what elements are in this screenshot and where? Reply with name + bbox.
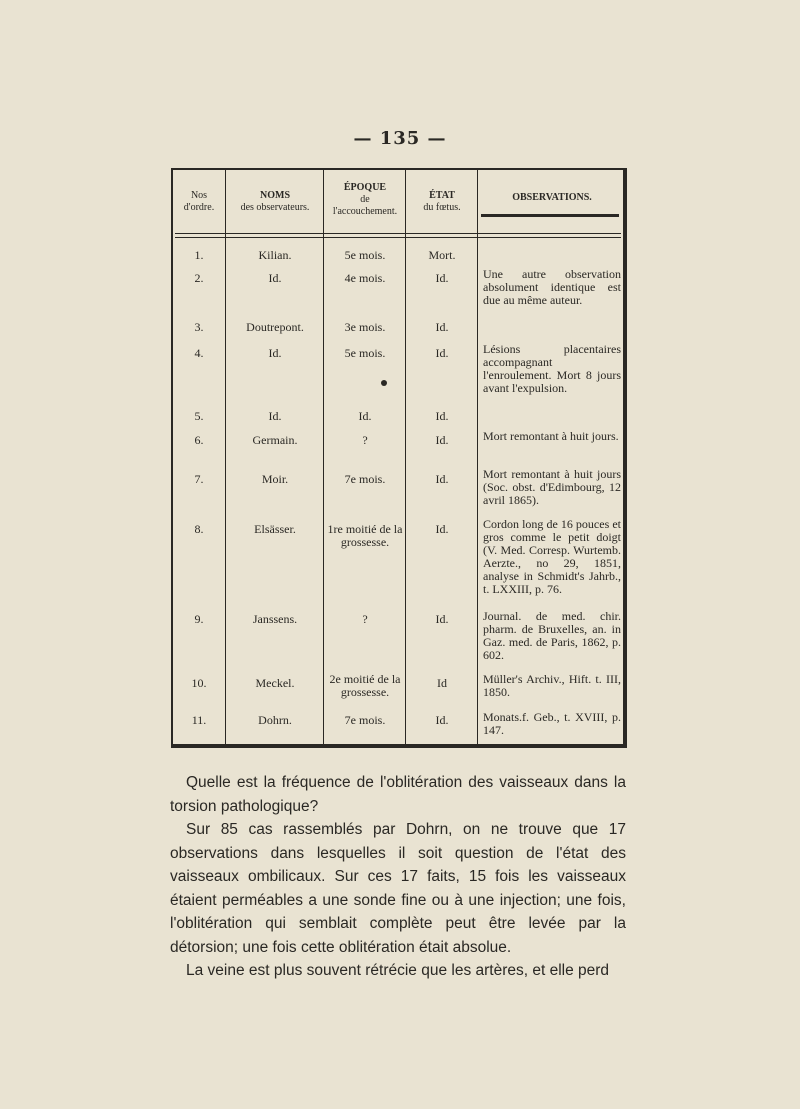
row-state: Id. xyxy=(435,409,449,423)
column-divider xyxy=(225,170,226,744)
row-state: Id. xyxy=(435,346,449,360)
row-state: Id. xyxy=(435,472,449,486)
row-epoch: ? xyxy=(362,433,368,447)
row-observer: Dohrn. xyxy=(258,713,292,727)
row-observer: Kilian. xyxy=(258,248,292,262)
paragraph: Sur 85 cas rassemblés par Dohrn, on ne trouve que 17 observations dans lesquelles il soit question de l'état des vaisseaux ombilicaux. Sur ces 17 faits, 15 fois les vaisseaux étaient perméables a une sonde fine ou à une injection; une fois, l'oblitération qui semblait complète peut être levée par la détorsion; une fois cette oblitération était absolue. xyxy=(170,821,626,956)
row-observation: Müller's Archiv., Hift. t. III, 1850. xyxy=(483,672,621,699)
header-rule xyxy=(175,233,621,234)
row-observation: Monats.f. Geb., t. XVIII, p. 147. xyxy=(483,710,621,737)
row-epoch: 5e mois. xyxy=(344,248,386,262)
body-text xyxy=(170,771,626,983)
row-epoch: 5e mois. xyxy=(344,346,386,360)
row-observer: Janssens. xyxy=(252,612,298,626)
row-observer: Id. xyxy=(268,271,282,285)
row-state: Id. xyxy=(435,271,449,285)
row-state: Id. xyxy=(435,522,449,536)
paragraph: Quelle est la fréquence de l'oblitération des vaisseaux dans la torsion pathologique? xyxy=(170,774,626,815)
row-observer: Germain. xyxy=(252,433,298,447)
row-number: 5. xyxy=(194,409,204,423)
header-observations: OBSERVATIONS. xyxy=(512,192,592,203)
row-epoch: 3e mois. xyxy=(344,320,386,334)
column-divider xyxy=(323,170,324,744)
row-observer: Elsässer. xyxy=(254,522,296,536)
row-number: 11. xyxy=(191,713,207,727)
header-epoque: ÉPOQUE de l'accouchement. xyxy=(332,182,398,217)
row-number: 10. xyxy=(191,676,207,690)
row-number: 3. xyxy=(194,320,204,334)
row-observation: Journal. de med. chir. pharm. de Bruxelles, an. in Gaz. med. de Paris, 1862, p. 602. xyxy=(483,609,621,662)
paragraph: La veine est plus souvent rétrécie que les artères, et elle perd xyxy=(186,962,610,979)
row-observation: Lésions placentaires accompagnant l'enroulement. Mort 8 jours avant l'expulsion. xyxy=(483,342,621,395)
row-observer: Doutrepont. xyxy=(246,320,304,334)
row-number: 6. xyxy=(194,433,204,447)
row-observer: Moir. xyxy=(261,472,289,486)
row-state: Mort. xyxy=(428,248,456,262)
row-observation: Mort remontant à huit jours (Soc. obst. d'Edimbourg, 12 avril 1865). xyxy=(483,467,621,507)
header-nom: NOMS des observateurs. xyxy=(240,190,310,213)
header-etat: ÉTAT du fœtus. xyxy=(423,190,461,213)
row-number: 2. xyxy=(194,271,204,285)
ink-dot xyxy=(381,380,387,386)
row-observation: Une autre observation absolument identique est due au même auteur. xyxy=(483,267,621,307)
row-observer: Id. xyxy=(268,346,282,360)
row-observation: Mort remontant à huit jours. xyxy=(483,429,619,443)
row-state: Id. xyxy=(435,713,449,727)
row-number: 1. xyxy=(194,248,204,262)
observations-table xyxy=(171,168,627,748)
row-epoch: 1re moitié de la grossesse. xyxy=(327,522,403,549)
row-number: 8. xyxy=(194,522,204,536)
header-rule xyxy=(175,237,621,238)
row-state: Id xyxy=(437,676,447,690)
row-number: 4. xyxy=(194,346,204,360)
row-number: 7. xyxy=(194,472,204,486)
row-epoch: ? xyxy=(362,612,368,626)
page-number: — 135 — xyxy=(353,128,447,149)
row-epoch: 7e mois. xyxy=(344,472,386,486)
column-divider xyxy=(405,170,406,744)
row-observer: Meckel. xyxy=(255,676,295,690)
row-observer: Id. xyxy=(268,409,282,423)
header-no: Nos d'ordre. xyxy=(183,190,215,213)
row-epoch: 4e mois. xyxy=(344,271,386,285)
row-state: Id. xyxy=(435,320,449,334)
row-number: 9. xyxy=(194,612,204,626)
row-epoch: 7e mois. xyxy=(344,713,386,727)
column-divider xyxy=(477,170,478,744)
observations-title-rule xyxy=(481,214,619,217)
row-state: Id. xyxy=(435,433,449,447)
row-state: Id. xyxy=(435,612,449,626)
row-epoch: Id. xyxy=(358,409,372,423)
row-epoch: 2e moitié de la grossesse. xyxy=(329,672,401,699)
row-observation: Cordon long de 16 pouces et gros comme le petit doigt (V. Med. Corresp. Wurtemb. Aerzte., no 29, 1851, analyse in Schmidt's Jahrb., t. LXXIII, p. 76. xyxy=(483,517,621,596)
